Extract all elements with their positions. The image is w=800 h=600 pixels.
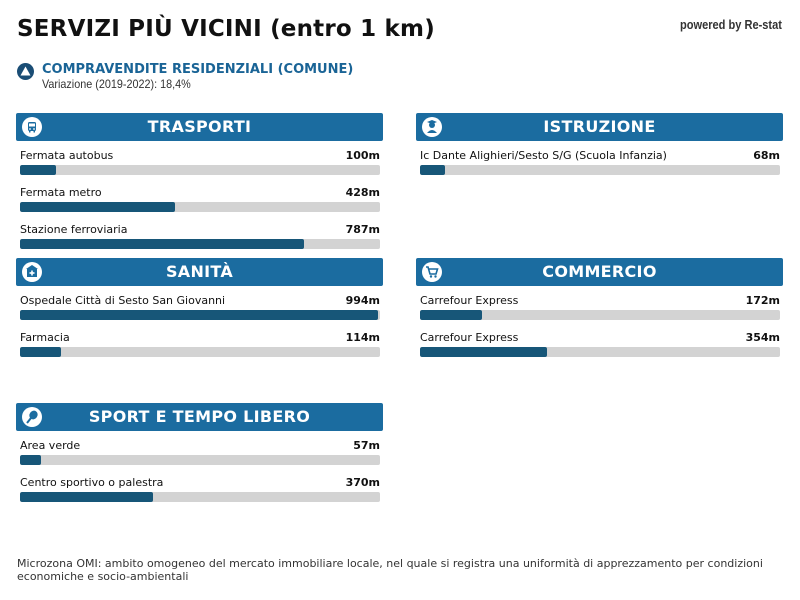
bus-icon	[22, 117, 42, 137]
list-item	[16, 431, 383, 468]
distance-bar-fill	[420, 347, 547, 357]
distance-bar-fill	[420, 310, 482, 320]
distance-bar-fill	[20, 455, 41, 465]
list-item	[16, 141, 383, 178]
list-item	[416, 141, 783, 178]
distance-bar-fill	[20, 310, 378, 320]
service-distance: 370m	[345, 476, 380, 489]
distance-bar	[20, 165, 380, 175]
service-distance: 100m	[345, 149, 380, 162]
list-item	[16, 215, 383, 252]
distance-bar	[20, 239, 380, 249]
page-title: SERVIZI PIÙ VICINI (entro 1 km)	[17, 16, 435, 42]
service-name: Ospedale Città di Sesto San Giovanni	[20, 294, 226, 307]
service-distance: 68m	[753, 149, 780, 162]
service-name: Stazione ferroviaria	[20, 223, 128, 236]
service-name: Carrefour Express	[420, 331, 519, 344]
section-header	[416, 258, 783, 286]
cart-icon	[422, 262, 442, 282]
service-distance: 787m	[345, 223, 380, 236]
section-sanita	[16, 258, 383, 360]
hospital-icon	[22, 262, 42, 282]
service-name: Fermata autobus	[20, 149, 114, 162]
service-name: Centro sportivo o palestra	[20, 476, 164, 489]
section-header	[16, 403, 383, 431]
tennis-icon	[22, 407, 42, 427]
student-icon	[422, 117, 442, 137]
distance-bar	[20, 310, 380, 320]
section-istruzione	[416, 113, 783, 178]
distance-bar	[20, 492, 380, 502]
omi-title: COMPRAVENDITE RESIDENZIALI (COMUNE)	[42, 62, 354, 77]
service-distance: 428m	[345, 186, 380, 199]
distance-bar-fill	[20, 492, 153, 502]
distance-bar-fill	[20, 165, 56, 175]
service-name: Ic Dante Alighieri/Sesto S/G (Scuola Infanzia)	[420, 149, 667, 162]
section-header	[416, 113, 783, 141]
service-distance: 57m	[353, 439, 380, 452]
section-sport	[16, 403, 383, 505]
section-title: TRASPORTI	[147, 117, 252, 136]
list-item	[416, 286, 783, 323]
section-header	[16, 113, 383, 141]
distance-bar	[420, 165, 780, 175]
service-name: Fermata metro	[20, 186, 102, 199]
section-trasporti	[16, 113, 383, 252]
section-title: COMMERCIO	[542, 262, 657, 281]
powered-by-logo: powered by Re-stat	[680, 17, 782, 32]
distance-bar	[20, 202, 380, 212]
distance-bar	[420, 347, 780, 357]
service-name: Area verde	[20, 439, 81, 452]
service-name: Carrefour Express	[420, 294, 519, 307]
list-item	[16, 178, 383, 215]
list-item	[416, 323, 783, 360]
distance-bar-fill	[20, 347, 61, 357]
service-distance: 354m	[745, 331, 780, 344]
service-distance: 172m	[745, 294, 780, 307]
section-commercio	[416, 258, 783, 360]
section-title: SPORT E TEMPO LIBERO	[88, 407, 311, 426]
service-distance: 114m	[345, 331, 380, 344]
footer-note: Microzona OMI: ambito omogeneo del mercato immobiliare locale, nel quale si registra una uniformità di apprezzamento per condizioni economiche e socio-ambientali	[17, 557, 763, 583]
triangle-icon	[17, 63, 34, 80]
omi-variation: Variazione (2019-2022): 18,4%	[42, 77, 191, 91]
list-item	[16, 468, 383, 505]
section-title: ISTRUZIONE	[543, 117, 656, 136]
distance-bar-fill	[20, 202, 175, 212]
service-name: Farmacia	[20, 331, 70, 344]
distance-bar-fill	[420, 165, 445, 175]
section-header	[16, 258, 383, 286]
list-item	[16, 323, 383, 360]
distance-bar	[20, 347, 380, 357]
service-distance: 994m	[345, 294, 380, 307]
section-title: SANITÀ	[165, 262, 234, 281]
distance-bar	[420, 310, 780, 320]
distance-bar	[20, 455, 380, 465]
distance-bar-fill	[20, 239, 304, 249]
list-item	[16, 286, 383, 323]
